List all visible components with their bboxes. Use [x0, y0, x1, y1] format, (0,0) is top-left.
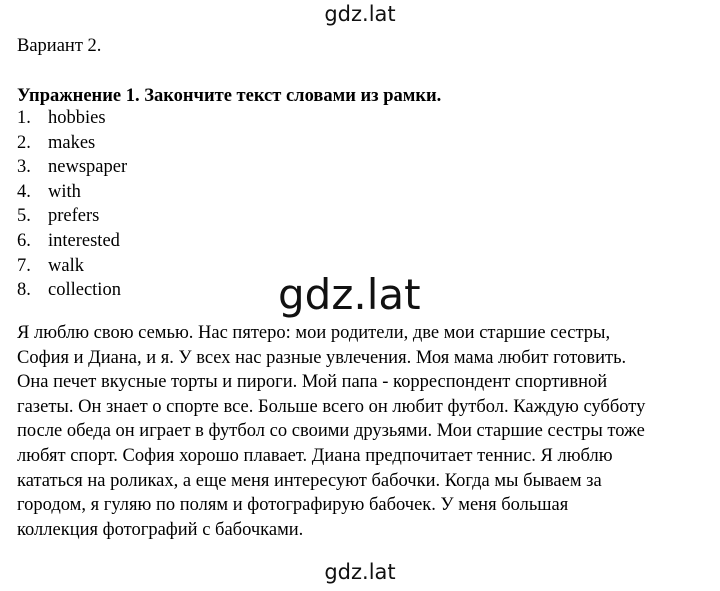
watermark-bottom: gdz.lat [324, 560, 396, 584]
text-line: Она печет вкусные торты и пироги. Мой папа - корреспондент спортивной [17, 372, 608, 393]
answer-list [17, 106, 127, 303]
list-item [17, 131, 127, 156]
list-item [17, 180, 127, 205]
item-number: 6. [17, 230, 31, 251]
list-item [17, 254, 127, 279]
item-word: walk [48, 255, 84, 276]
item-word: interested [48, 230, 120, 251]
watermark-middle: gdz.lat [278, 270, 421, 319]
item-word: with [48, 181, 81, 202]
text-line: любят спорт. София хорошо плавает. Диана предпочитает теннис. Я люблю [17, 445, 613, 466]
item-number: 3. [17, 157, 31, 178]
text-line: городом, я гуляю по полям и фотографирую бабочек. У меня большая [17, 495, 569, 516]
item-number: 5. [17, 206, 31, 227]
text-line: кататься на роликах, а еще меня интересуют бабочки. Когда мы бываем за [17, 470, 602, 491]
text-line: после обеда он играет в футбол со своими друзьями. Мои старшие сестры тоже [17, 421, 645, 442]
item-word: hobbies [48, 108, 106, 128]
item-number: 2. [17, 132, 31, 153]
list-item [17, 106, 127, 131]
variant-heading: Вариант 2. [17, 36, 102, 56]
list-item [17, 204, 127, 229]
item-number: 8. [17, 280, 31, 301]
item-word: makes [48, 132, 96, 153]
item-word: collection [48, 280, 121, 301]
list-item [17, 229, 127, 254]
translation-paragraph [17, 321, 697, 542]
item-number: 1. [17, 108, 31, 128]
item-word: prefers [48, 206, 100, 227]
text-line: коллекция фотографий с бабочками. [17, 519, 304, 540]
item-number: 7. [17, 255, 31, 276]
list-item [17, 155, 127, 180]
item-number: 4. [17, 181, 31, 202]
list-item [17, 278, 127, 303]
watermark-top: gdz.lat [324, 2, 396, 26]
exercise-title: Упражнение 1. Закончите текст словами из рамки. [17, 86, 442, 106]
item-word: newspaper [48, 157, 128, 178]
text-line: София и Диана, и я. У всех нас разные увлечения. Моя мама любит готовить. [17, 347, 627, 368]
text-line: газеты. Он знает о спорте все. Больше всего он любит футбол. Каждую субботу [17, 396, 646, 417]
text-line: Я люблю свою семью. Нас пятеро: мои родители, две мои старшие сестры, [17, 323, 611, 343]
